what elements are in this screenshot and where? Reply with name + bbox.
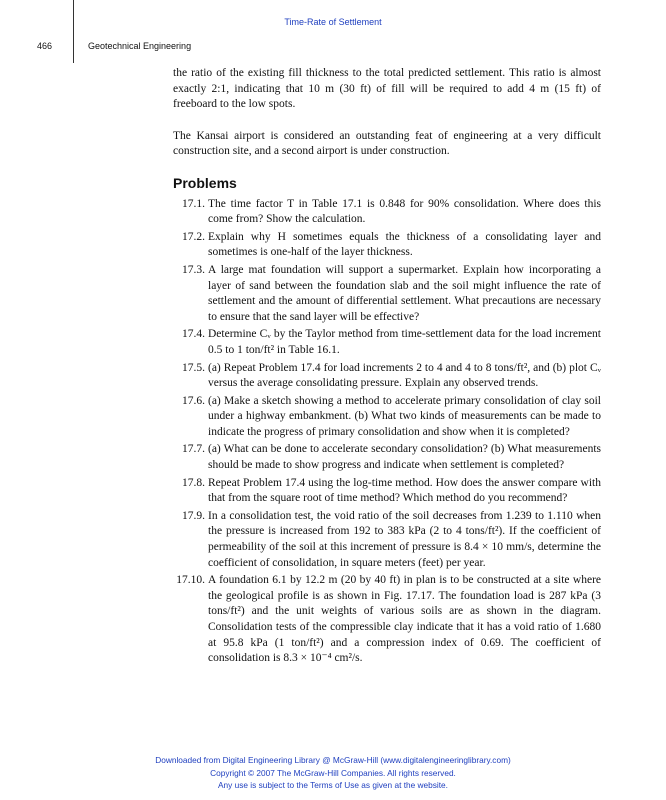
- page-number: 466: [37, 41, 53, 51]
- problem-item: [173, 263, 601, 325]
- intro-paragraph-1: the ratio of the existing fill thickness to the total predicted settlement. This ratio is almost exactly 2:1, indicating that 10 m (30 ft) of fill will be required to add 4 m (15 ft) of freeboard to the low spots.: [173, 67, 601, 111]
- problem-number: 17.10.: [176, 574, 205, 587]
- problem-text: (a) Repeat Problem 17.4 for load increments 2 to 4 and 4 to 8 tons/ft², and (b) plot Cᵥ versus the average consolidating pressure. Explain any observed trends.: [208, 361, 601, 390]
- problem-item: [173, 509, 601, 571]
- problem-item: [173, 327, 601, 358]
- problem-text: A foundation 6.1 by 12.2 m (20 by 40 ft) in plan is to be constructed at a site where the geological profile is as shown in Fig. 17.17. The foundation load is 287 kPa (3 tons/ft²) and the unit weights of various soils are as shown in the diagram. Consolidation tests of the compressible clay indicate that it has a void ratio of 1.680 at 95.8 kPa (1 ton/ft²) and a compression index of 0.69. The coefficient of consolidation is 8.3 × 10⁻⁴ cm²/s.: [208, 574, 601, 665]
- page-footer: [0, 754, 666, 792]
- problem-number: 17.4.: [182, 328, 205, 341]
- intro-paragraph-2: The Kansai airport is considered an outstanding feat of engineering at a very difficult construction site, and a second airport is under construction.: [173, 129, 601, 158]
- problem-item: [173, 230, 601, 261]
- problem-text: The time factor T in Table 17.1 is 0.848 for 90% consolidation. Where does this come from? Show the calculation.: [208, 197, 601, 226]
- footer-terms: Any use is subject to the Terms of Use as given at the website.: [218, 780, 448, 790]
- problem-text: Explain why H sometimes equals the thickness of a consolidating layer and sometimes is one-half of the layer thickness.: [208, 230, 601, 259]
- problem-text: Determine Cᵥ by the Taylor method from time-settlement data for the load increment 0.5 to 1 ton/ft² in Table 16.1.: [208, 328, 601, 356]
- problem-number: 17.9.: [182, 509, 205, 522]
- problem-number: 17.7.: [182, 443, 205, 456]
- problem-item: [173, 197, 601, 228]
- problems-heading: Problems: [173, 174, 237, 191]
- problem-number: 17.8.: [182, 476, 205, 489]
- header-rule: [73, 0, 74, 63]
- footer-copyright: Copyright © 2007 The McGraw-Hill Companies. All rights reserved.: [210, 767, 456, 778]
- problem-text: In a consolidation test, the void ratio of the soil decreases from 1.239 to 1.110 when the pressure is increased from 192 to 383 kPa (2 to 4 tons/ft²). If the coefficient of permeability of the soil at this increment of pressure is 8.4 × 10 mm/s, determine the coefficient of consolidation, in square meters (feet) per year.: [208, 509, 601, 569]
- problem-item: [173, 361, 601, 392]
- page-body: [173, 66, 601, 669]
- footer-download-notice: Downloaded from Digital Engineering Library @ McGraw-Hill (www.digitalengineeringlibrary.com): [155, 755, 511, 765]
- problem-text: (a) Make a sketch showing a method to accelerate primary consolidation of clay soil under a highway embankment. (b) What two kinds of measurements can be made to indicate the progress of primary consolidation and show when it is completed?: [208, 394, 601, 438]
- running-head: Time-Rate of Settlement: [284, 17, 382, 27]
- problem-text: A large mat foundation will support a supermarket. Explain how incorporating a layer of sand between the foundation slab and the soil might influence the rate of settlement and the amount of differential settlement. What precautions are necessary to ensure that the sand layer will be effective?: [208, 263, 601, 323]
- problem-item: [173, 573, 601, 667]
- book-title: Geotechnical Engineering: [88, 41, 192, 51]
- problem-number: 17.3.: [182, 263, 205, 276]
- problem-item: [173, 394, 601, 441]
- problem-text: (a) What can be done to accelerate secondary consolidation? (b) What measurements should be made to show progress and indicate when settlement is completed?: [208, 443, 601, 472]
- problem-item: [173, 442, 601, 473]
- problem-number: 17.2.: [182, 230, 205, 243]
- problem-number: 17.6.: [182, 394, 205, 407]
- problem-number: 17.1.: [182, 197, 205, 210]
- problem-item: [173, 476, 601, 507]
- problem-text: Repeat Problem 17.4 using the log-time method. How does the answer compare with that from the square root of time method? Which method do you recommend?: [208, 476, 601, 505]
- problem-number: 17.5.: [182, 361, 205, 374]
